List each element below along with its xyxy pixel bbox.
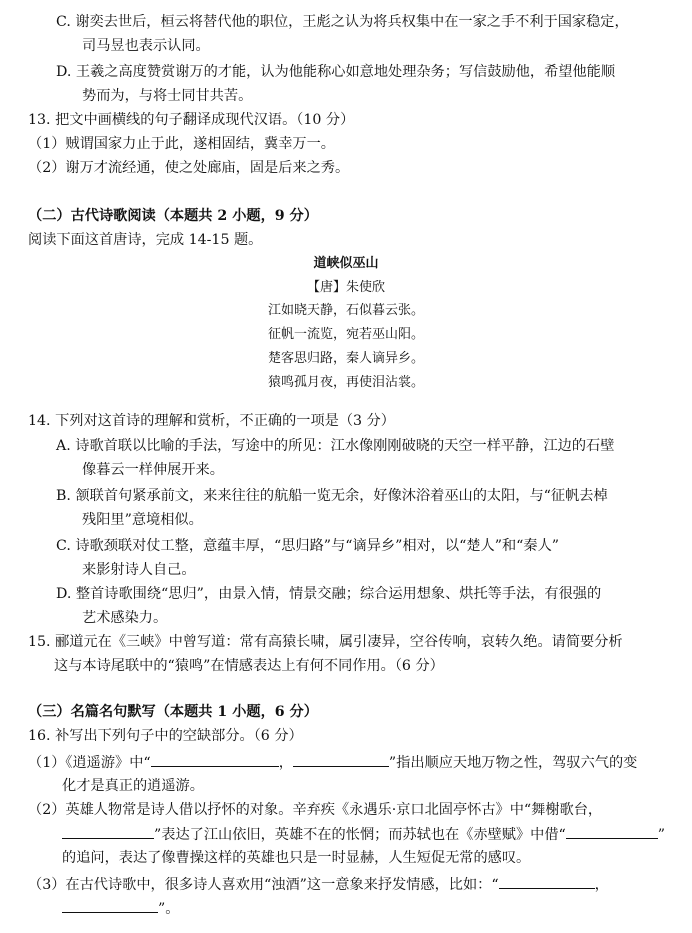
q14-stem: 14. 下列对这首诗的理解和赏析，不正确的一项是（3 分） — [28, 413, 395, 429]
q14-option-c-line2: 来影射诗人自己。 — [82, 562, 196, 578]
q16-item-1-line1 — [28, 752, 637, 773]
poem-author: 【唐】朱使欣 — [306, 280, 385, 295]
poem-line: 楚客思归路，秦人谪异乡。 — [267, 351, 424, 366]
q16-item-2-text-b: ”表达了江山依旧，英雄不在的怅惘；而苏轼也在《赤壁赋》中借“ — [154, 827, 566, 843]
section2-intro: 阅读下面这首唐诗，完成 14-15 题。 — [28, 232, 263, 248]
q15-line2: 这与本诗尾联中的“猿鸣”在情感表达上有何不同作用。（6 分） — [54, 658, 444, 674]
q16-item-2-text-c: ” — [657, 827, 666, 843]
q14-option-c-line1: C. 诗歌颈联对仗工整，意蕴丰厚，“思归路”与“谪异乡”相对，以“楚人”和“秦人” — [56, 538, 560, 554]
q14-option-b-line1: B. 颔联首句紧承前文，来来往往的航船一览无余，好像沐浴着巫山的太阳，与“征帆去棹 — [56, 488, 608, 504]
q16-item-3-line1 — [28, 874, 609, 895]
answer-blank[interactable] — [293, 752, 389, 767]
q16-item-3-text-b: ， — [594, 877, 609, 893]
q14-option-b-line2: 残阳里”意境相似。 — [82, 512, 203, 528]
answer-blank[interactable] — [62, 898, 158, 913]
q13-item-1: （1）贼谓国家力止于此，遂相固结，冀幸万一。 — [28, 136, 335, 152]
answer-blank[interactable] — [499, 874, 595, 889]
q16-stem: 16. 补写出下列句子中的空缺部分。（6 分） — [28, 728, 303, 744]
q16-item-1-text-b: ， — [278, 755, 293, 771]
q13-stem: 13. 把文中画横线的句子翻译成现代汉语。（10 分） — [28, 112, 355, 128]
q16-item-2-line3: 的追问，表达了像曹操这样的英雄也只是一时显赫，人生短促无常的感叹。 — [62, 850, 531, 866]
q14-option-d-line2: 艺术感染力。 — [82, 610, 168, 626]
answer-blank[interactable] — [151, 752, 279, 767]
q12-option-d-line2: 势而为，与将士同甘共苦。 — [82, 88, 253, 104]
q15-line1: 15. 郦道元在《三峡》中曾写道：常有高猿长啸，属引凄异，空谷传响，哀转久绝。请简要分析 — [28, 634, 623, 650]
q16-item-2-line1: （2）英雄人物常是诗人借以抒怀的对象。辛弃疾《永遇乐·京口北固亭怀古》中“舞榭歌台， — [28, 802, 603, 818]
q16-item-3-text-a: （3）在古代诗歌中，很多诗人喜欢用“浊酒”这一意象来抒发情感，比如：“ — [28, 877, 499, 893]
section3-heading: （三）名篇名句默写（本题共 1 小题，6 分） — [28, 704, 318, 720]
section2-heading: （二）古代诗歌阅读（本题共 2 小题，9 分） — [28, 208, 318, 224]
q16-item-1-text-c: ”指出顺应天地万物之性，驾驭六气的变 — [388, 755, 638, 771]
q16-item-1-line2: 化才是真正的逍遥游。 — [62, 778, 204, 794]
poem-line: 征帆一流览，宛若巫山阳。 — [267, 327, 424, 342]
q12-option-c-line1: C. 谢奕去世后，桓云将替代他的职位，王彪之认为将兵权集中在一家之手不利于国家稳定， — [56, 14, 629, 30]
q16-item-1-text-a: （1）《逍遥游》中“ — [28, 755, 151, 771]
q12-option-c-line2: 司马昱也表示认同。 — [82, 38, 210, 54]
answer-blank[interactable] — [62, 824, 154, 839]
answer-blank[interactable] — [566, 824, 658, 839]
q16-item-2-line2 — [62, 824, 665, 845]
q16-item-3-line2 — [62, 898, 179, 919]
poem-line: 猿鸣孤月夜，再使泪沾裳。 — [267, 375, 424, 390]
poem-line: 江如晓天静，石似暮云张。 — [267, 303, 424, 318]
q13-item-2: （2）谢万才流经通，使之处廊庙，固是后来之秀。 — [28, 160, 350, 176]
q14-option-a-line2: 像暮云一样伸展开来。 — [82, 462, 224, 478]
q12-option-d-line1: D. 王羲之高度赞赏谢万的才能，认为他能称心如意地处理杂务；写信鼓励他，希望他能顺 — [56, 64, 616, 80]
q14-option-a-line1: A. 诗歌首联以比喻的手法，写途中的所见：江水像刚刚破晓的天空一样平静，江边的石壁 — [56, 438, 615, 454]
poem-title: 道峡似巫山 — [313, 256, 379, 271]
q14-option-d-line1: D. 整首诗歌围绕“思归”，由景入情，情景交融；综合运用想象、烘托等手法，有很强的 — [56, 586, 602, 602]
q16-item-3-text-c: ”。 — [158, 901, 180, 917]
